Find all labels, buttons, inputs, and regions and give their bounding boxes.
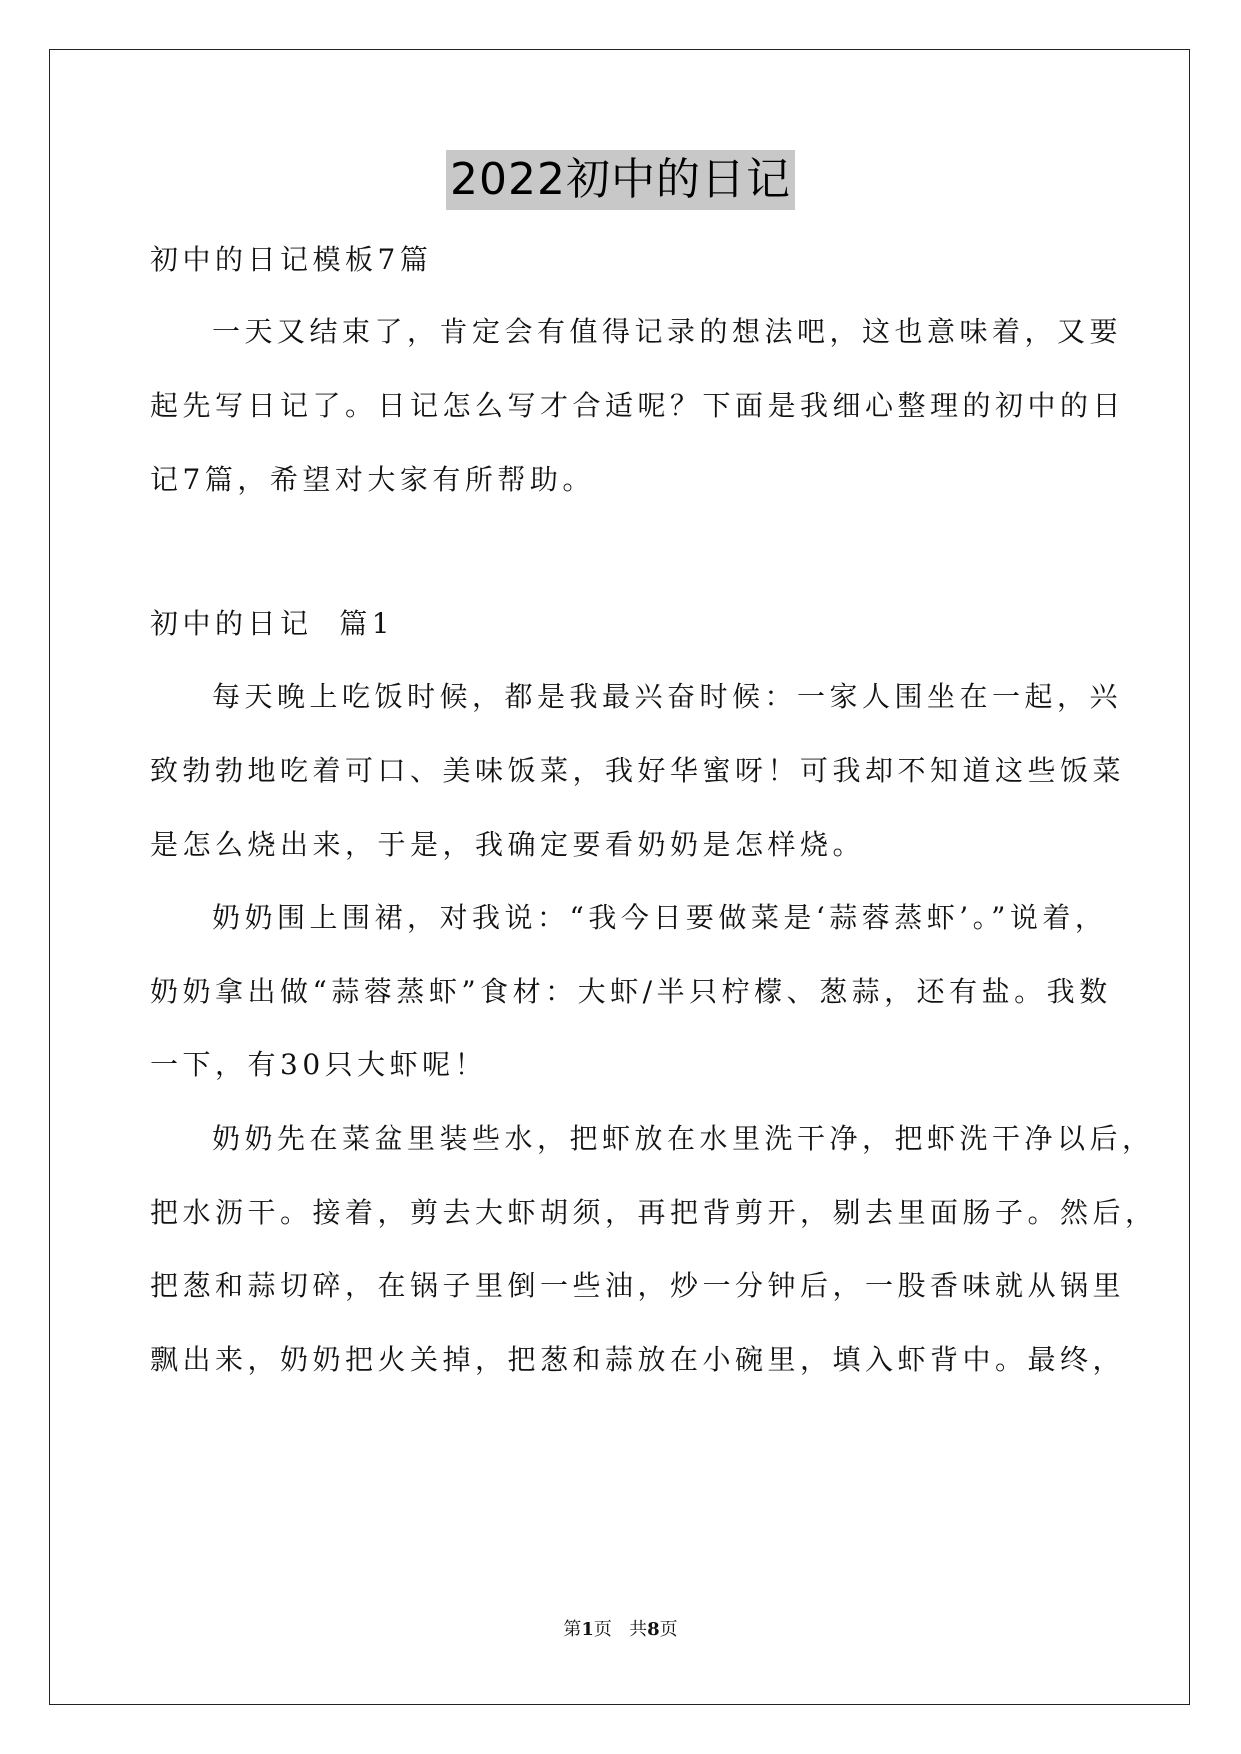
document-title: 2022初中的日记 <box>446 150 795 210</box>
footer-page-total: 8 <box>647 1619 660 1640</box>
para1-line-2: 致勃勃地吃着可口、美味饭菜，我好华蜜呀！可我却不知道这些饭菜 <box>150 754 1126 787</box>
page-border <box>49 49 1190 1705</box>
section-heading: 初中的日记 篇1 <box>150 607 395 640</box>
para2-line-3: 一下，有30只大虾呢！ <box>150 1048 488 1081</box>
title-container <box>0 150 1241 210</box>
para3-line-4: 飘出来，奶奶把火关掉，把葱和蒜放在小碗里，填入虾背中。最终， <box>150 1343 1126 1376</box>
footer-page-prefix: 第 <box>563 1619 582 1640</box>
footer-page-mid: 页 共 <box>593 1619 648 1640</box>
para2-line-2: 奶奶拿出做“蒜蓉蒸虾”食材：大虾/半只柠檬、葱蒜，还有盐。我数 <box>150 975 1112 1008</box>
para3-line-3: 把葱和蒜切碎，在锅子里倒一些油，炒一分钟后，一股香味就从锅里 <box>150 1269 1126 1302</box>
para3-line-2: 把水沥干。接着，剪去大虾胡须，再把背剪开，剔去里面肠子。然后， <box>150 1196 1158 1229</box>
intro-line-1: 一天又结束了，肯定会有值得记录的想法吧，这也意味着，又要 <box>212 315 1123 348</box>
page-footer <box>0 1618 1241 1642</box>
intro-line-3: 记7篇，希望对大家有所帮助。 <box>150 463 595 496</box>
document-subtitle: 初中的日记模板7篇 <box>150 243 433 276</box>
intro-line-2: 起先写日记了。日记怎么写才合适呢？下面是我细心整理的初中的日 <box>150 389 1126 422</box>
para1-line-3: 是怎么烧出来，于是，我确定要看奶奶是怎样烧。 <box>150 828 866 861</box>
footer-page-current: 1 <box>581 1619 594 1640</box>
para3-line-1: 奶奶先在菜盆里装些水，把虾放在水里洗干净，把虾洗干净以后， <box>212 1122 1155 1155</box>
para1-line-1: 每天晚上吃饭时候，都是我最兴奋时候：一家人围坐在一起，兴 <box>212 680 1123 713</box>
para2-line-1: 奶奶围上围裙，对我说：“我今日要做菜是‘蒜蓉蒸虾’。”说着， <box>212 901 1108 934</box>
footer-page-suffix: 页 <box>659 1619 678 1640</box>
